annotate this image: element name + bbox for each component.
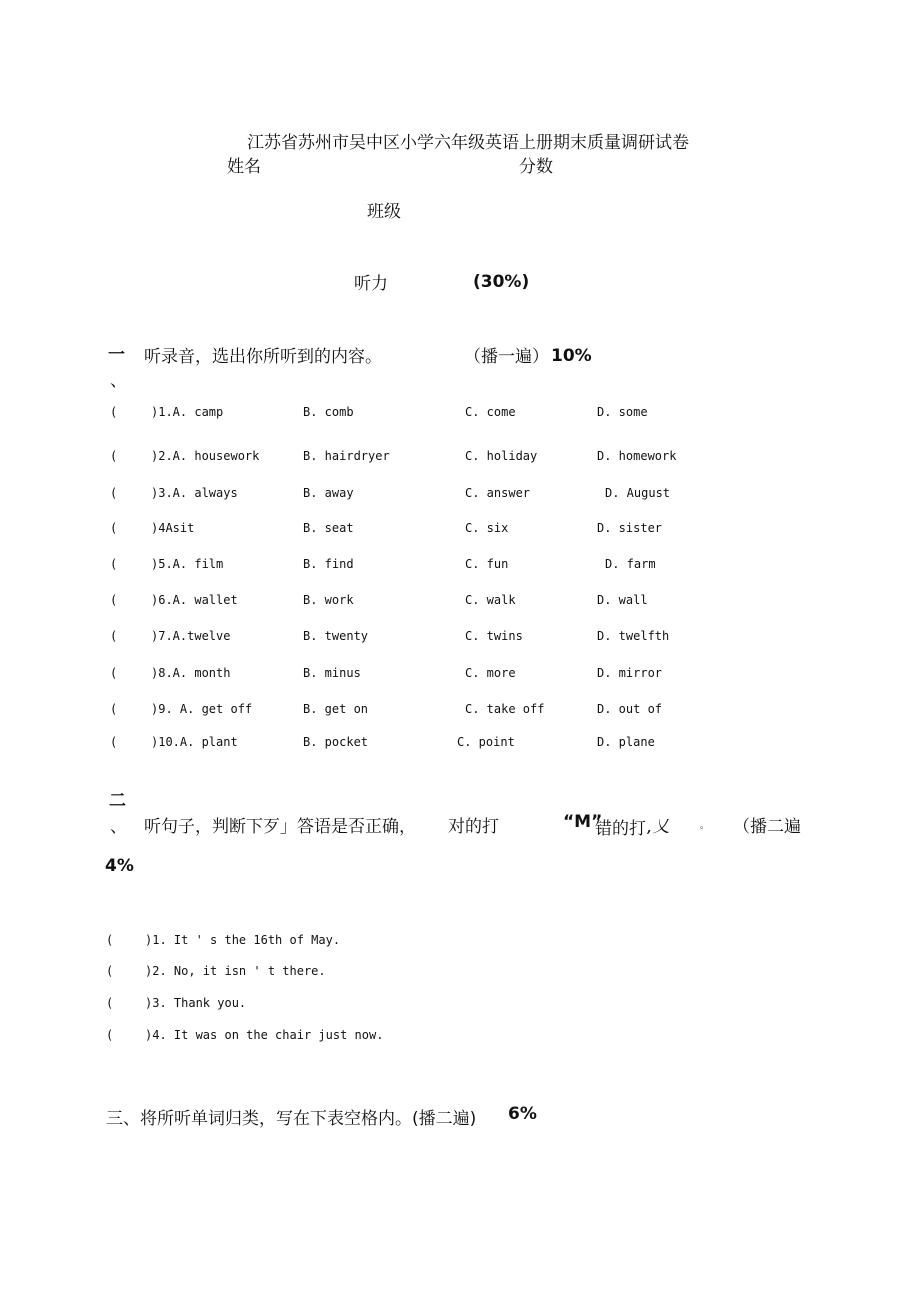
question-option-d: D. homework [597,449,677,463]
question-option-c: C. take off [465,702,545,716]
section2-question-row [0,933,920,949]
section2-cross-symbol: ,乂 [647,817,670,837]
question-option-a: )6.A. wallet [151,593,238,607]
question-option-b: B. away [303,486,354,500]
question-option-b: B. get on [303,702,369,716]
answer-paren: ( [106,996,114,1010]
question-option-c: C. point [457,735,515,749]
question-text: )3. Thank you. [145,996,247,1010]
question-option-b: B. twenty [303,629,369,643]
question-option-a: )3.A. always [151,486,238,500]
answer-paren: ( [110,449,118,463]
section1-instruction: 听录音，选出你所听到的内容。 [144,347,382,367]
answer-paren: ( [110,629,118,643]
section1-mark: 、 [110,371,127,391]
question-text: )1. It ' s the 16th of May. [145,933,341,947]
section1-question-row [0,593,920,609]
section1-question-row [0,702,920,718]
question-option-a: )10.A. plant [151,735,238,749]
question-option-d: D. mirror [597,666,663,680]
question-option-c: C. six [465,521,509,535]
section2-instruction-wrong: 错的打 [595,819,646,839]
class-label: 班级 [367,202,401,222]
section1-question-row [0,735,920,751]
question-option-c: C. more [465,666,516,680]
section1-number: 一 [108,345,125,365]
section2-dot: 。 [700,821,710,831]
answer-paren: ( [110,521,118,535]
question-option-c: C. come [465,405,516,419]
section2-instruction-correct: 对的打 [448,817,499,837]
answer-paren: ( [106,1028,114,1042]
section1-question-row [0,486,920,502]
question-option-d: D. out of [597,702,663,716]
question-option-a: )1.A. camp [151,405,224,419]
section2-number: 二 [109,791,126,811]
name-label: 姓名 [227,157,261,177]
question-option-d: D. some [597,405,648,419]
answer-paren: ( [110,593,118,607]
section1-question-row [0,666,920,682]
answer-paren: ( [106,964,114,978]
question-option-d: D. sister [597,521,663,535]
section2-mark: 、 [110,817,127,837]
question-option-c: C. twins [465,629,523,643]
section1-question-row [0,629,920,645]
section1-percent: 10% [551,346,592,366]
question-option-d: D. farm [605,557,656,571]
question-text: )2. No, it isn ' t there. [145,964,326,978]
section2-check-symbol: “M” [563,812,603,832]
section1-question-row [0,557,920,573]
question-option-b: B. comb [303,405,354,419]
section2-question-row [0,1028,920,1044]
listening-label: 听力 [354,274,388,294]
question-option-b: B. pocket [303,735,369,749]
question-option-b: B. seat [303,521,354,535]
question-option-b: B. minus [303,666,361,680]
section1-play: （播一遍） [464,347,549,367]
answer-paren: ( [110,735,118,749]
question-option-d: D. wall [597,593,648,607]
document-title: 江苏省苏州市吴中区小学六年级英语上册期末质量调研试卷 [247,133,689,153]
question-text: )4. It was on the chair just now. [145,1028,384,1042]
answer-paren: ( [106,933,114,947]
question-option-c: C. walk [465,593,516,607]
listening-percent: (30%) [473,272,530,292]
section1-question-row [0,449,920,465]
question-option-a: )8.A. month [151,666,231,680]
score-label: 分数 [519,157,553,177]
section3-instruction: 三、将所听单词归类，写在下表空格内。(播二遍) [106,1109,477,1129]
answer-paren: ( [110,666,118,680]
question-option-d: D. plane [597,735,655,749]
question-option-a: )2.A. housework [151,449,260,463]
answer-paren: ( [110,557,118,571]
answer-paren: ( [110,702,118,716]
question-option-c: C. answer [465,486,531,500]
question-option-b: B. find [303,557,354,571]
question-option-a: )9. A. get off [151,702,253,716]
question-option-c: C. holiday [465,449,538,463]
answer-paren: ( [110,486,118,500]
question-option-a: )7.A.twelve [151,629,231,643]
section3-percent: 6% [508,1104,537,1124]
question-option-d: D. August [605,486,671,500]
answer-paren: ( [110,405,118,419]
section2-instruction: 听句子，判断下歹」答语是否正确， [144,817,416,837]
question-option-d: D. twelfth [597,629,670,643]
section1-question-row [0,405,920,421]
section2-question-row [0,996,920,1012]
section2-question-row [0,964,920,980]
question-option-a: )5.A. film [151,557,224,571]
section1-question-row [0,521,920,537]
section2-play: （播二遍 [733,817,801,837]
question-option-c: C. fun [465,557,509,571]
question-option-b: B. work [303,593,354,607]
question-option-b: B. hairdryer [303,449,390,463]
question-option-a: )4Asit [151,521,195,535]
section2-percent: 4% [105,856,134,876]
